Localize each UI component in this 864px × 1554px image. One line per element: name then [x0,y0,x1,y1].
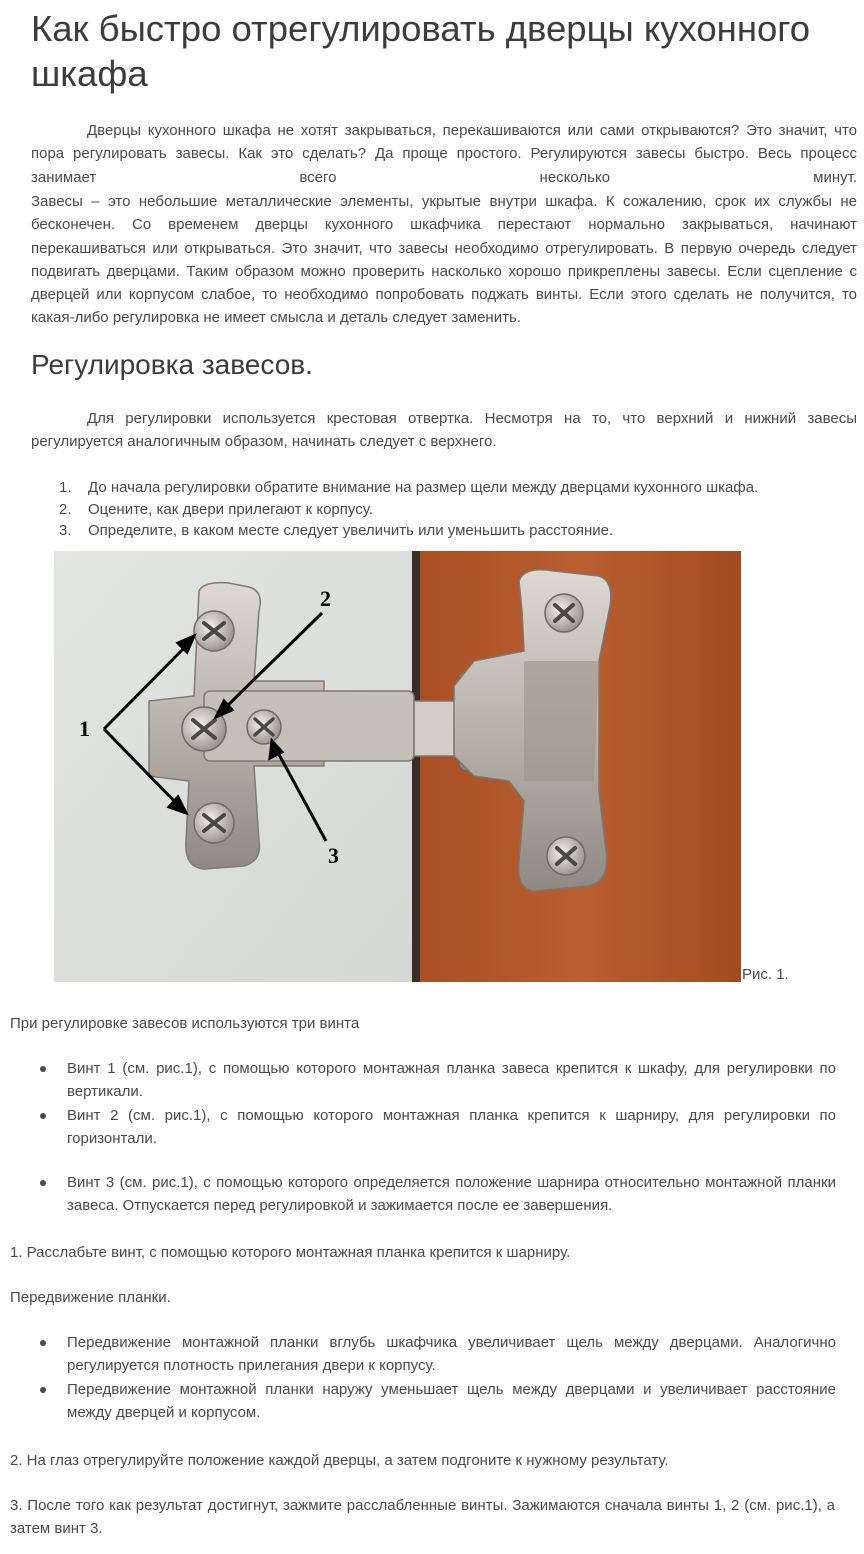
door-plate-recess [524,661,599,781]
list-item: 2. Оцените, как двери прилегают к корпусу. [59,501,373,518]
figure-label-3: 3 [328,843,339,868]
list-item: Винт 2 (см. рис.1), с помощью которого монтажная планка крепится к шарниру, для регулировки по горизонтали. [10,1104,836,1151]
section-title: Регулировка завесов. [31,349,313,380]
figure-label-1: 1 [79,716,90,741]
list-item: Винт 1 (см. рис.1), с помощью которого монтажная планка завеса крепится к шкафу, для регулировки по вертикали. [10,1057,836,1104]
list-item: 3. Определите, в каком месте следует увеличить или уменьшить расстояние. [59,522,614,539]
screws-list [10,1057,836,1218]
bullet-icon [40,1340,46,1346]
step-2: 2. На глаз отрегулируйте положение каждой дверцы, а затем подгоните к нужному результату. [10,1452,669,1469]
bullet-icon [40,1387,46,1393]
door-gap [412,551,420,982]
bullet-icon [40,1066,46,1072]
step-1: 1. Расслабьте винт, с помощью которого монтажная планка крепится к шарниру. [10,1244,571,1261]
figure-caption: Рис. 1. [742,966,789,983]
hinge-illustration [54,551,741,982]
screw-door-bottom [547,837,585,875]
figure-label-2: 2 [320,586,331,611]
screw-1-top [194,611,234,651]
intro-paragraph-2: Завесы – это небольшие металлические элементы, укрытые внутри шкафа. К сожалению, срок их службы не бесконечен. Со временем дверцы кухонного шкафчика перестают нормально закрываться, начинают перекашиваться или открываться. Это значит, что завесы необходимо отрегулировать. В первую очередь следует подвигать дверцами. Таким образом можно проверить насколько хорошо прикреплены завесы. Если сцепление с дверцей или корпусом слабое, то необходимо попробовать поджать винты. Если этого сделать не получится, то какая-либо регулировка не имеет смысла и деталь следует заменить. [31,193,857,327]
list-item: Передвижение монтажной планки вглубь шкафчика увеличивает щель между дверцами. Аналогично регулируется плотность прилегания двери к корпусу. [10,1331,836,1378]
plank-title: Передвижение планки. [10,1289,171,1306]
steps-list [31,476,831,541]
plank-list [10,1331,836,1424]
step-3: 3. После того как результат достигнут, зажмите расслабленные винты. Зажимаются сначала винты 1, 2 (см. рис.1), а затем винт 3. [10,1497,835,1538]
list-item: Передвижение монтажной планки наружу уменьшает щель между дверцами и увеличивает расстояние между дверцей и корпусом. [10,1378,836,1425]
screw-1-bottom [194,803,234,843]
bullet-icon [40,1180,46,1186]
hinge-arm [204,691,414,761]
section-intro: Для регулировки используется крестовая отвертка. Несмотря на то, что верхний и нижний завесы регулируется аналогичным образом, начинать следует с верхнего. [31,410,857,451]
list-item: 1. До начала регулировки обратите внимание на размер щели между дверцами кухонного шкафа. [59,479,759,496]
bullet-icon [40,1113,46,1119]
screw-door-top [545,594,583,632]
list-item: Винт 3 (см. рис.1), с помощью которого определяется положение шарнира относительно монтажной планки завеса. Отпускается перед регулировкой и зажимается после ее завершения. [10,1171,836,1218]
article-title: Как быстро отрегулировать дверцы кухонного шкафа [31,8,811,94]
intro-paragraph-1: Дверцы кухонного шкафа не хотят закрываться, перекашиваются или сами открываются? Это значит, что пора регулировать завесы. Как это сделать? Да проще простого. Регулируются завесы быстро. Весь процесс занимает всего несколько минут. [31,122,857,186]
screws-intro: При регулировке завесов используются три винта [10,1015,360,1032]
hinge-figure [54,551,741,982]
screw-3 [247,710,281,744]
